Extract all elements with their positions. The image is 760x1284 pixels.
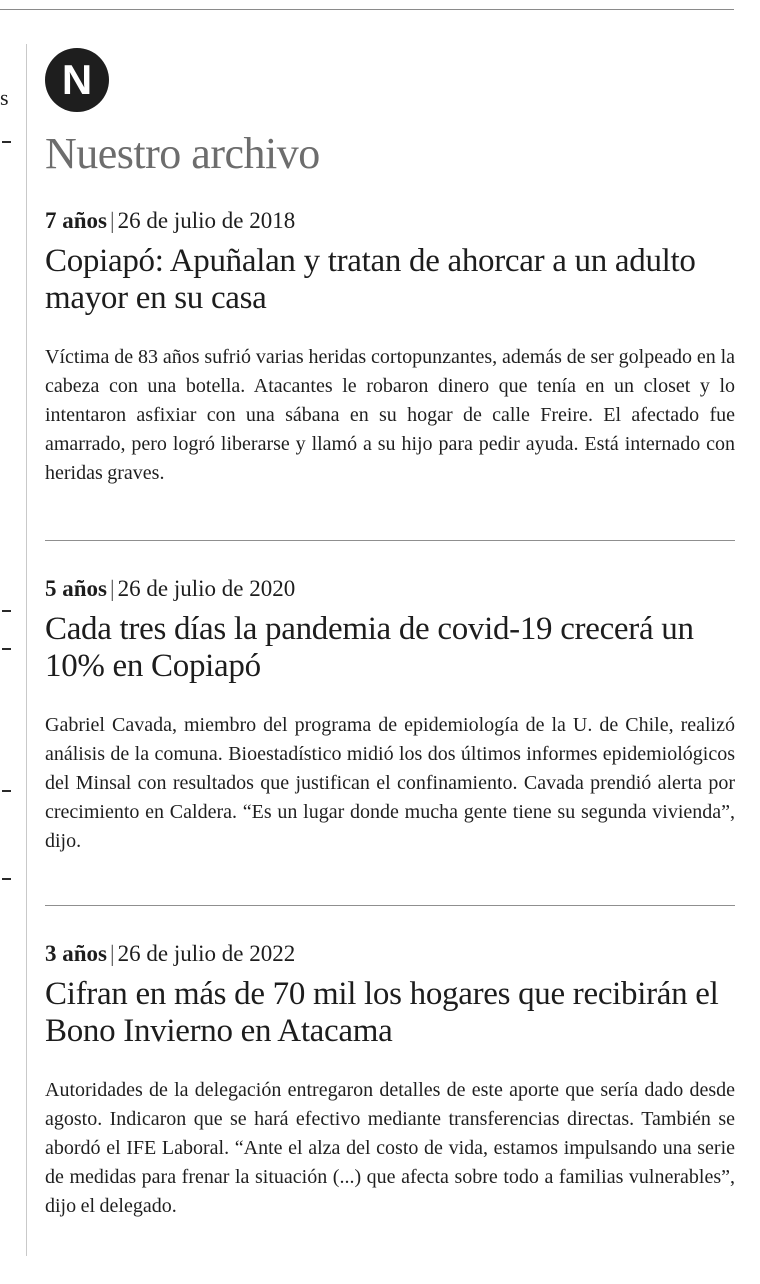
entry-meta <box>45 207 735 235</box>
entry-summary: Gabriel Cavada, miembro del programa de epidemiología de la U. de Chile, realizó análisis de la comuna. Bioestadístico midió los dos últimos informes epidemiológicos del Minsal con resultados que justifican el confinamiento. Cavada prendió alerta por crecimiento en Caldera. “Es un lugar donde mucha gente tiene su segunda vivienda”, dijo. <box>45 714 735 852</box>
entry-years: 3 años <box>45 941 107 966</box>
archive-entry <box>45 575 735 856</box>
cropped-column-mark <box>2 790 11 792</box>
entry-years: 7 años <box>45 208 107 233</box>
archive-entry <box>45 940 735 1221</box>
column-divider <box>26 44 27 1256</box>
cropped-column-text: s <box>0 86 9 110</box>
entry-headline: Cada tres días la pandemia de covid-19 crecerá un 10% en Copiapó <box>45 611 694 684</box>
entry-divider <box>45 905 735 906</box>
newspaper-logo: N <box>45 48 109 112</box>
entry-headline: Copiapó: Apuñalan y tratan de ahorcar a un adulto mayor en su casa <box>45 243 696 316</box>
meta-separator: | <box>110 941 115 966</box>
entry-divider <box>45 540 735 541</box>
cropped-column-mark <box>2 141 11 143</box>
entry-date: 26 de julio de 2022 <box>117 941 296 966</box>
archive-entry <box>45 207 735 488</box>
entry-meta <box>45 575 735 603</box>
entry-meta <box>45 940 735 968</box>
cropped-column-mark <box>2 648 11 650</box>
entry-summary: Víctima de 83 años sufrió varias heridas cortopunzantes, además de ser golpeado en la cabeza con una botella. Atacantes le robaron dinero que tenía en un closet y lo intentaron asfixiar con una sábana en su hogar de calle Freire. El afectado fue amarrado, pero logró liberarse y llamó a su hijo para pedir ayuda. Está internado con heridas graves. <box>45 346 735 484</box>
entry-date: 26 de julio de 2018 <box>117 208 296 233</box>
entry-date: 26 de julio de 2020 <box>117 576 296 601</box>
cropped-column-mark <box>2 878 11 880</box>
meta-separator: | <box>110 208 115 233</box>
entry-summary: Autoridades de la delegación entregaron detalles de este aporte que sería dado desde agosto. Indicaron que se hará efectivo mediante transferencias directas. También se abordó el IFE Laboral. “Ante el alza del costo de vida, estamos impulsando una serie de medidas para frenar la situación (...) que afecta sobre todo a familias vulnerables”, dijo el delegado. <box>45 1079 735 1217</box>
entry-years: 5 años <box>45 576 107 601</box>
top-rule <box>0 9 734 10</box>
entry-headline: Cifran en más de 70 mil los hogares que recibirán el Bono Invierno en Atacama <box>45 976 719 1049</box>
section-title: Nuestro archivo <box>45 129 320 178</box>
meta-separator: | <box>110 576 115 601</box>
cropped-column-mark <box>2 610 11 612</box>
